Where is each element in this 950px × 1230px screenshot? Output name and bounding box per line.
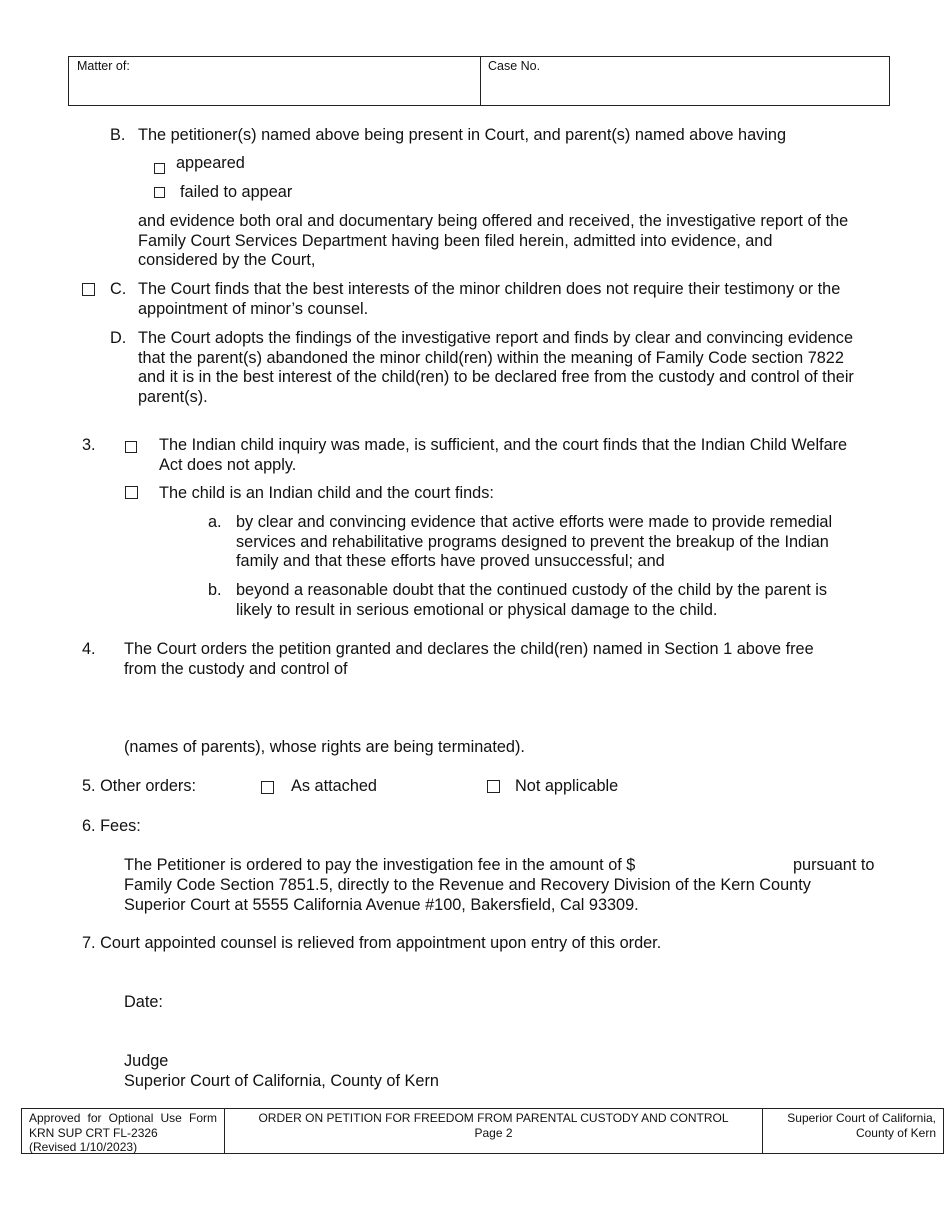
section-4-line: from the custody and control of [124,659,348,678]
approved-word: for [87,1111,102,1125]
icwa-line: The Indian child inquiry was made, is sufficient, and the court finds that the Indian Child Welfare [159,436,848,454]
court-label: Superior Court of California, County of Kern [124,1072,439,1090]
not-applicable-checkbox[interactable] [487,780,500,793]
finding-a-letter: a. [208,513,222,531]
section-7-text: 7. Court appointed counsel is relieved from appointment upon entry of this order. [82,934,662,952]
section-d-line: The Court adopts the findings of the investigative report and finds by clear and convincing evidence [138,329,853,347]
approved-line [29,1111,217,1126]
fees-pursuant: pursuant to [793,856,875,874]
section-c-letter: C. [110,280,127,298]
failed-to-appear-checkbox[interactable] [154,187,165,198]
failed-to-appear-label: failed to appear [180,183,293,201]
finding-b-text [236,581,827,620]
fees-line-1: The Petitioner is ordered to pay the investigation fee in the amount of $ [124,856,636,874]
fees-text [124,876,811,915]
form-footer [21,1108,944,1154]
evidence-line: Family Court Services Department having been filed herein, admitted into evidence, and [138,231,773,250]
indian-child-checkbox[interactable] [125,486,138,499]
appeared-checkbox[interactable] [154,163,165,174]
finding-a-line: family and that these efforts have proved unsuccessful; and [236,552,665,570]
fees-line: Superior Court at 5555 California Avenue #100, Bakersfield, Cal 93309. [124,895,639,914]
icwa-not-apply-checkbox[interactable] [125,441,137,453]
footer-court-line: Superior Court of California, [787,1111,936,1125]
caption-divider [480,57,481,105]
section-c-text [138,280,840,319]
indian-child-text: The child is an Indian child and the court finds: [159,484,494,502]
as-attached-checkbox[interactable] [261,781,274,794]
section-4-text [124,640,814,679]
section-d-line: parent(s). [138,387,208,406]
parents-names-note: (names of parents), whose rights are being terminated). [124,738,525,756]
finding-a-line: services and rehabilitative programs designed to prevent the breakup of the Indian [236,532,829,551]
caption-box [68,56,890,106]
section-4-line: The Court orders the petition granted and declares the child(ren) named in Section 1 above free [124,640,814,658]
page-number: Page 2 [474,1125,513,1140]
section-c-line: appointment of minor’s counsel. [138,299,369,318]
section-d-text [138,329,854,407]
finding-a-text [236,513,832,572]
revised-date: (Revised 1/10/2023) [29,1140,138,1154]
footer-court-line: County of Kern [855,1125,936,1140]
as-attached-label: As attached [291,777,377,795]
evidence-line: considered by the Court, [138,251,316,269]
section-d-line: that the parent(s) abandoned the minor child(ren) within the meaning of Family Code section 7822 [138,348,844,367]
section-4-number: 4. [82,640,96,658]
footer-title-cell [225,1109,763,1153]
icwa-line: Act does not apply. [159,455,297,474]
section-c-checkbox[interactable] [82,283,95,296]
section-b-text: The petitioner(s) named above being present in Court, and parent(s) named above having [138,126,787,144]
footer-form-info [22,1109,225,1153]
appeared-label: appeared [176,154,245,172]
section-b-letter: B. [110,126,126,144]
form-title: ORDER ON PETITION FOR FREEDOM FROM PARENTAL CUSTODY AND CONTROL [258,1111,729,1125]
approved-word: Optional [108,1111,154,1125]
evidence-line: and evidence both oral and documentary being offered and received, the investigative report of the [138,212,849,230]
icwa-not-apply-text [159,436,847,475]
fees-label: 6. Fees: [82,817,141,835]
finding-a-line: by clear and convincing evidence that active efforts were made to provide remedial [236,513,833,531]
case-number-field[interactable]: Case No. [488,59,541,73]
judge-label: Judge [124,1052,169,1070]
footer-court-cell [763,1109,944,1153]
section-d-letter: D. [110,329,127,347]
other-orders-label: 5. Other orders: [82,777,197,795]
section-d-line: and it is in the best interest of the child(ren) to be declared free from the custody and control of their [138,368,854,386]
form-number: KRN SUP CRT FL-2326 [29,1125,158,1140]
fees-line: Family Code Section 7851.5, directly to the Revenue and Recovery Division of the Kern County [124,876,811,894]
section-b-evidence [138,212,848,271]
section-c-line: The Court finds that the best interests of the minor children does not require their testimony or the [138,280,841,298]
approved-word: Approved [29,1111,81,1125]
not-applicable-label: Not applicable [515,777,619,795]
finding-b-line: beyond a reasonable doubt that the continued custody of the child by the parent is [236,581,828,599]
section-3-number: 3. [82,436,96,454]
approved-word: Use [160,1111,182,1125]
finding-b-line: likely to result in serious emotional or physical damage to the child. [236,600,718,619]
matter-of-field[interactable]: Matter of: [77,59,130,73]
date-label: Date: [124,993,163,1011]
approved-word: Form [189,1111,217,1125]
finding-b-letter: b. [208,581,222,599]
